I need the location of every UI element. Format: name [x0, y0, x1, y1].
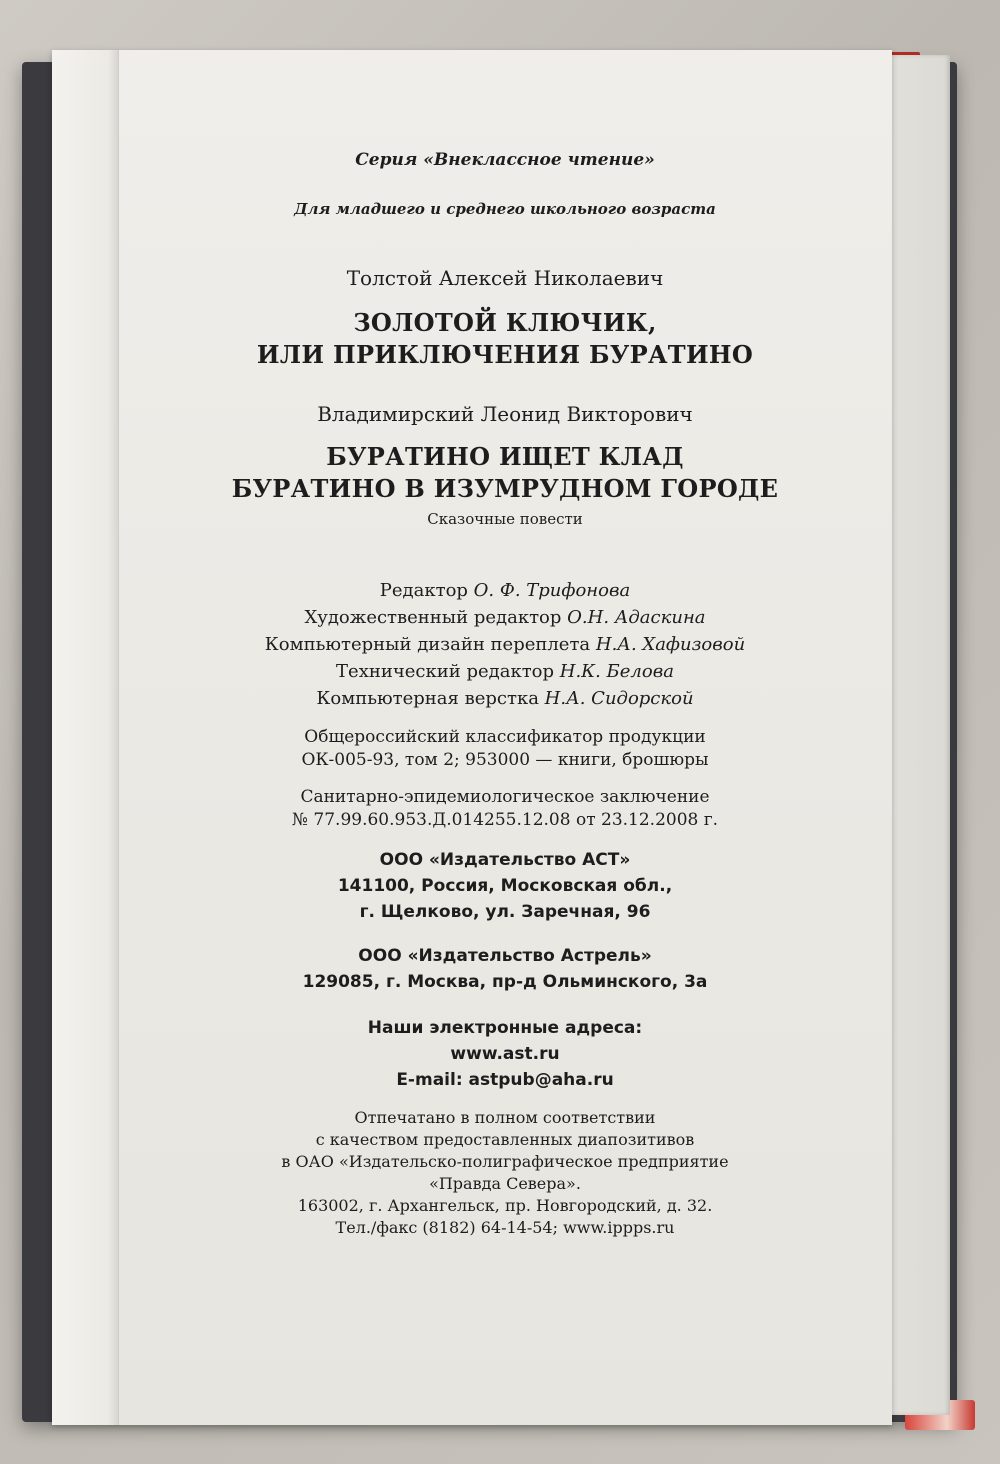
publisher-ast-address-2: г. Щелково, ул. Заречная, 96 — [359, 902, 651, 922]
printing-line: «Правда Севера». — [429, 1174, 581, 1193]
publisher-ast-address-1: 141100, Россия, Московская обл., — [337, 876, 673, 896]
imprint-page-content — [118, 50, 892, 1425]
sanitary-line-1: Санитарно-эпидемиологическое заключение — [300, 787, 710, 807]
credit-role: Редактор — [379, 580, 468, 601]
author-tolstoy: Толстой Алексей Николаевич — [346, 266, 664, 290]
contacts-web: www.ast.ru — [450, 1044, 560, 1064]
printing-line: 163002, г. Архангельск, пр. Новгородский, д. 32. — [297, 1196, 713, 1215]
classifier-line-1: Общероссийский классификатор продукции — [304, 727, 706, 747]
author-vladimirsky: Владимирский Леонид Викторович — [317, 402, 693, 426]
genre-subtitle: Сказочные повести — [427, 510, 583, 528]
credit-name: Н.К. Белова — [559, 661, 674, 682]
printing-line: Отпечатано в полном соответствии — [354, 1108, 656, 1127]
series-line: Серия «Внеклассное чтение» — [355, 150, 655, 170]
title-buratino-klad: БУРАТИНО ИЩЕТ КЛАД — [326, 442, 684, 471]
credit-role: Компьютерный дизайн переплета — [264, 634, 591, 655]
credit-role: Технический редактор — [336, 661, 555, 682]
classifier-line-2: ОК-005-93, том 2; 953000 — книги, брошюры — [301, 750, 709, 770]
title-buratino-izumrud: БУРАТИНО В ИЗУМРУДНОМ ГОРОДЕ — [231, 474, 779, 503]
credit-art-editor — [118, 607, 892, 628]
credit-editor — [118, 580, 892, 601]
credit-name: Н.А. Сидорской — [544, 688, 694, 709]
publisher-astrel-name: ООО «Издательство Астрель» — [358, 946, 652, 966]
age-line: Для младшего и среднего школьного возраста — [294, 200, 716, 218]
page-gutter — [52, 50, 119, 1425]
credit-role: Художественный редактор — [304, 607, 562, 628]
credit-tech-editor — [118, 661, 892, 682]
credit-cover-design — [118, 634, 892, 655]
credit-role: Компьютерная верстка — [316, 688, 539, 709]
title-zolotoy-klyuchik-2: ИЛИ ПРИКЛЮЧЕНИЯ БУРАТИНО — [256, 340, 754, 369]
credit-name: О. Ф. Трифонова — [473, 580, 631, 601]
printing-line: с качеством предоставленных диапозитивов — [315, 1130, 695, 1149]
sanitary-line-2: № 77.99.60.953.Д.014255.12.08 от 23.12.2008 г. — [291, 810, 719, 830]
printing-line: Тел./факс (8182) 64-14-54; www.ippps.ru — [335, 1218, 675, 1237]
contacts-heading: Наши электронные адреса: — [367, 1018, 643, 1038]
publisher-astrel-address: 129085, г. Москва, пр-д Ольминского, 3а — [302, 972, 708, 992]
printing-line: в ОАО «Издательско-полиграфическое предприятие — [281, 1152, 729, 1171]
publisher-ast-name: ООО «Издательство АСТ» — [379, 850, 631, 870]
title-zolotoy-klyuchik-1: ЗОЛОТОЙ КЛЮЧИК, — [353, 308, 657, 337]
credit-name: Н.А. Хафизовой — [595, 634, 746, 655]
contacts-email: E-mail: astpub@aha.ru — [396, 1070, 614, 1090]
credit-name: О.Н. Адаскина — [567, 607, 706, 628]
credit-layout — [118, 688, 892, 709]
